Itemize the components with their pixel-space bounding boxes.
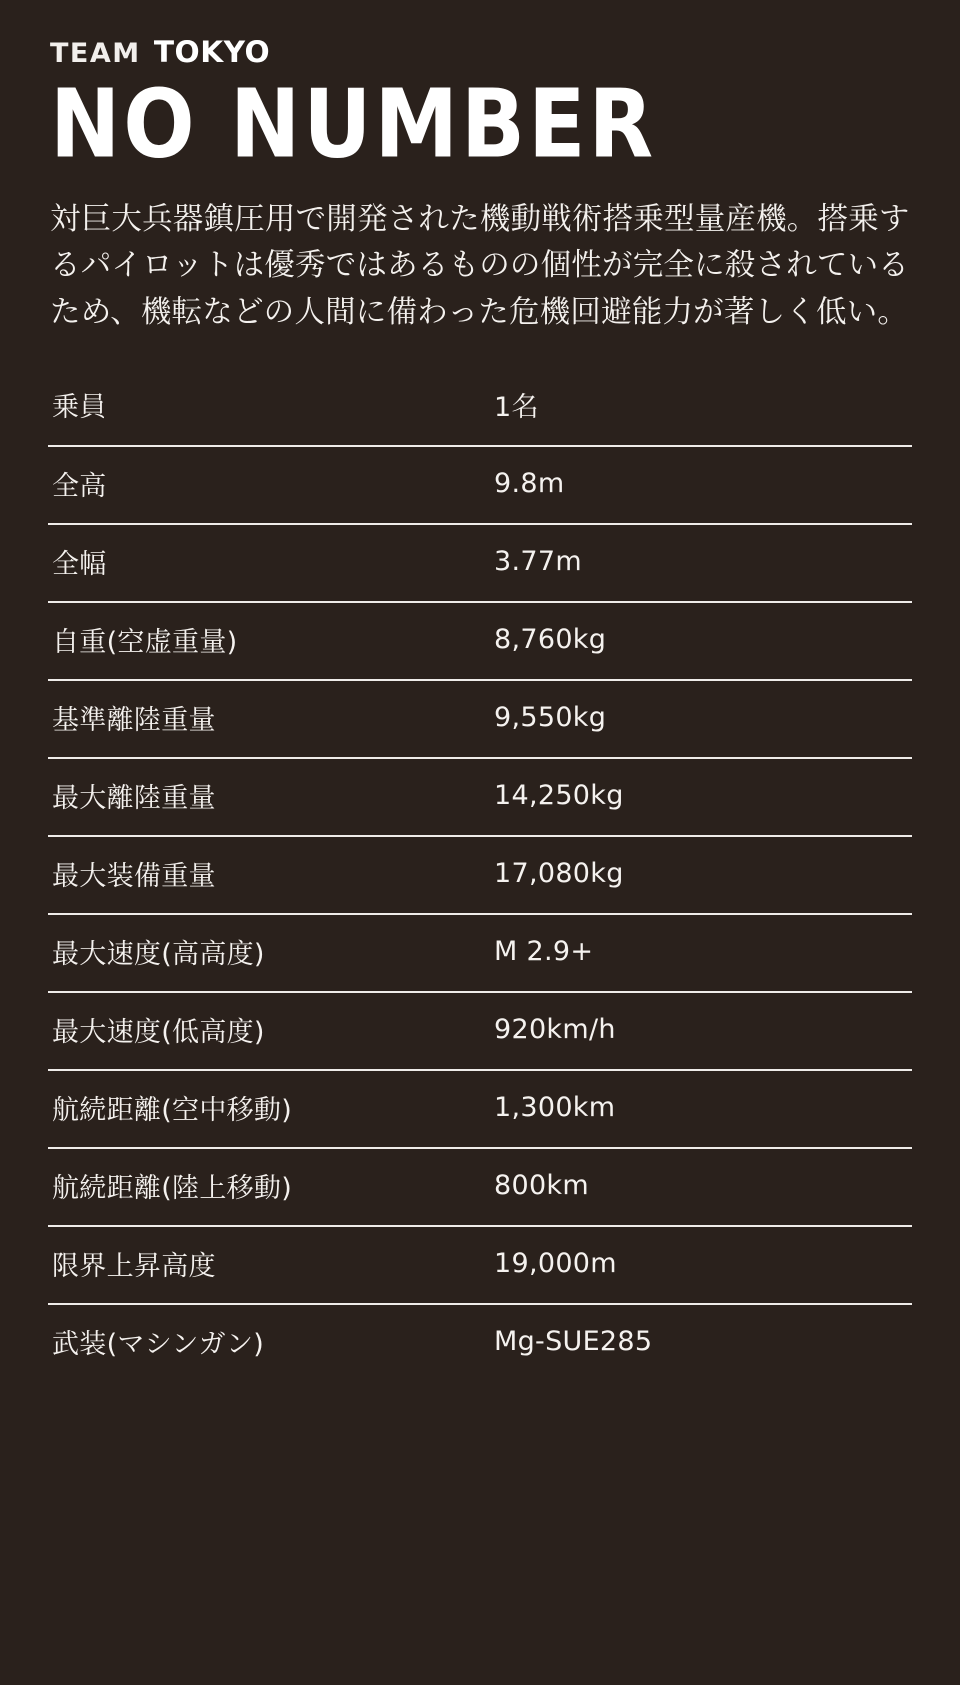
spec-value: 9.8m — [492, 446, 912, 524]
team-city: TOKYO — [153, 35, 270, 69]
table-row — [48, 992, 912, 1070]
spec-label: 全高 — [48, 446, 492, 524]
table-row — [48, 680, 912, 758]
spec-label: 武装(マシンガン) — [52, 1329, 265, 1361]
spec-label: 基準離陸重量 — [48, 680, 492, 758]
table-row — [48, 1148, 912, 1226]
spec-value: 800km — [492, 1148, 912, 1226]
table-row — [48, 446, 912, 524]
spec-value: 19,000m — [492, 1226, 912, 1304]
spec-label: 自重(空虚重量) — [48, 602, 492, 680]
spec-value: M 2.9+ — [492, 914, 912, 992]
table-row — [48, 1226, 912, 1304]
page-title: NO NUMBER — [50, 69, 657, 179]
team-word: TEAM — [50, 38, 141, 69]
spec-label: 航続距離(空中移動) — [48, 1070, 492, 1148]
spec-label: 最大装備重量 — [48, 836, 492, 914]
spec-label: 限界上昇高度 — [48, 1226, 492, 1304]
table-row — [48, 914, 912, 992]
spec-value: 8,760kg — [492, 602, 912, 680]
spec-label: 航続距離(陸上移動) — [48, 1148, 492, 1226]
spec-label: 最大速度(低高度) — [48, 992, 492, 1070]
spec-value: 1名 — [492, 368, 912, 446]
description-text: 対巨大兵器鎮圧用で開発された機動戦術搭乗型量産機。搭乗するパイロットは優秀ではあるものの個性が完全に殺されているため、機転などの人間に備わった危機回避能力が著しく低い。 — [50, 202, 910, 330]
spec-value: 3.77m — [492, 524, 912, 602]
spec-value: 14,250kg — [492, 758, 912, 836]
spec-table — [48, 368, 912, 1382]
table-row — [48, 368, 912, 446]
spec-label: 最大速度(高高度) — [48, 914, 492, 992]
spec-value: 920km/h — [492, 992, 912, 1070]
spec-label: 全幅 — [48, 524, 492, 602]
spec-label: 最大離陸重量 — [48, 758, 492, 836]
table-row — [48, 1304, 912, 1382]
spec-value: 17,080kg — [492, 836, 912, 914]
table-row — [48, 1070, 912, 1148]
spec-value: 9,550kg — [492, 680, 912, 758]
spec-label: 乗員 — [48, 368, 492, 446]
table-row — [48, 524, 912, 602]
table-row — [48, 758, 912, 836]
table-row — [48, 602, 912, 680]
table-row — [48, 836, 912, 914]
team-label — [48, 35, 912, 69]
spec-value: 1,300km — [492, 1070, 912, 1148]
spec-value: Mg-SUE285 — [494, 1326, 653, 1358]
